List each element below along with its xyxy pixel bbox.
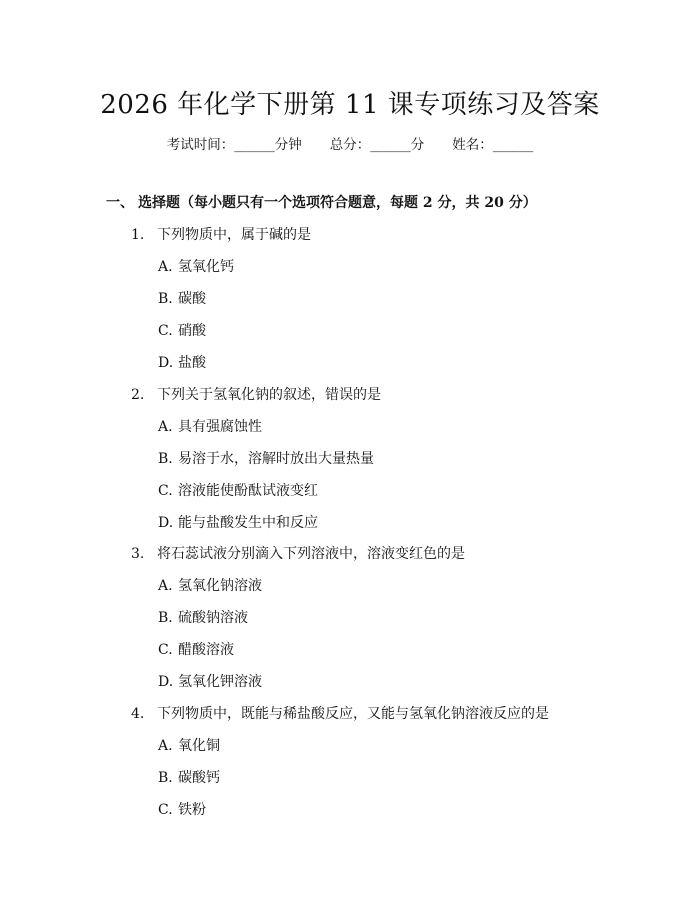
option-text: 能与盐酸发生中和反应 [178,515,318,531]
answer-option [158,767,220,787]
option-letter: B. [158,451,173,467]
option-text: 硫酸钠溶液 [178,610,248,626]
option-text: 溶液能使酚酞试液变红 [178,483,318,499]
option-text: 氢氧化钠溶液 [178,578,262,594]
option-letter: D. [158,674,174,690]
option-letter: A. [158,259,173,275]
question-stem [131,384,381,404]
option-text: 碳酸 [178,291,206,307]
answer-option [158,288,206,308]
question-number: 2. [131,387,145,403]
section-number: 一、 [106,195,134,211]
option-letter: C. [158,802,173,818]
question-stem [131,224,311,244]
answer-option [158,352,206,372]
option-text: 醋酸溶液 [178,642,234,658]
option-text: 铁粉 [178,802,206,818]
question-text: 将石蕊试液分别滴入下列溶液中，溶液变红色的是 [157,546,465,562]
option-letter: C. [158,323,173,339]
option-letter: D. [158,515,174,531]
answer-option [158,799,206,819]
answer-option [158,256,234,276]
exam-time-field: 考试时间：______分钟 [166,137,302,153]
answer-option [158,320,206,340]
question-stem [131,543,465,563]
question-number: 4. [131,706,145,722]
question-number: 3. [131,546,145,562]
answer-option [158,416,262,436]
option-letter: C. [158,642,173,658]
total-score-field: 总分：______分 [329,137,425,153]
option-text: 盐酸 [178,355,206,371]
answer-option [158,671,262,691]
option-letter: B. [158,610,173,626]
answer-option [158,480,318,500]
section-title: 选择题（每小题只有一个选项符合题意，每题 2 分，共 20 分） [138,195,537,211]
option-text: 碳酸钙 [178,770,220,786]
option-text: 硝酸 [178,323,206,339]
answer-option [158,448,374,468]
option-letter: B. [158,770,173,786]
option-letter: C. [158,483,173,499]
answer-option [158,607,248,627]
answer-option [158,639,234,659]
student-name-field: 姓名：______ [452,137,534,153]
option-letter: B. [158,291,173,307]
question-stem [131,703,549,723]
document-title: 2026 年化学下册第 11 课专项练习及答案 [100,90,600,120]
option-letter: A. [158,738,173,754]
option-text: 氧化铜 [178,738,220,754]
answer-option [158,575,262,595]
question-text: 下列物质中，属于碱的是 [157,227,311,243]
option-text: 易溶于水，溶解时放出大量热量 [178,451,374,467]
answer-option [158,735,220,755]
exam-info-line [0,133,700,153]
section-heading [106,192,537,212]
question-text: 下列关于氢氧化钠的叙述，错误的是 [157,387,381,403]
option-letter: D. [158,355,174,371]
question-text: 下列物质中，既能与稀盐酸反应，又能与氢氧化钠溶液反应的是 [157,706,549,722]
answer-option [158,512,318,532]
option-text: 具有强腐蚀性 [178,419,262,435]
option-letter: A. [158,578,173,594]
option-text: 氢氧化钙 [178,259,234,275]
option-letter: A. [158,419,173,435]
question-number: 1. [131,227,145,243]
option-text: 氢氧化钾溶液 [178,674,262,690]
